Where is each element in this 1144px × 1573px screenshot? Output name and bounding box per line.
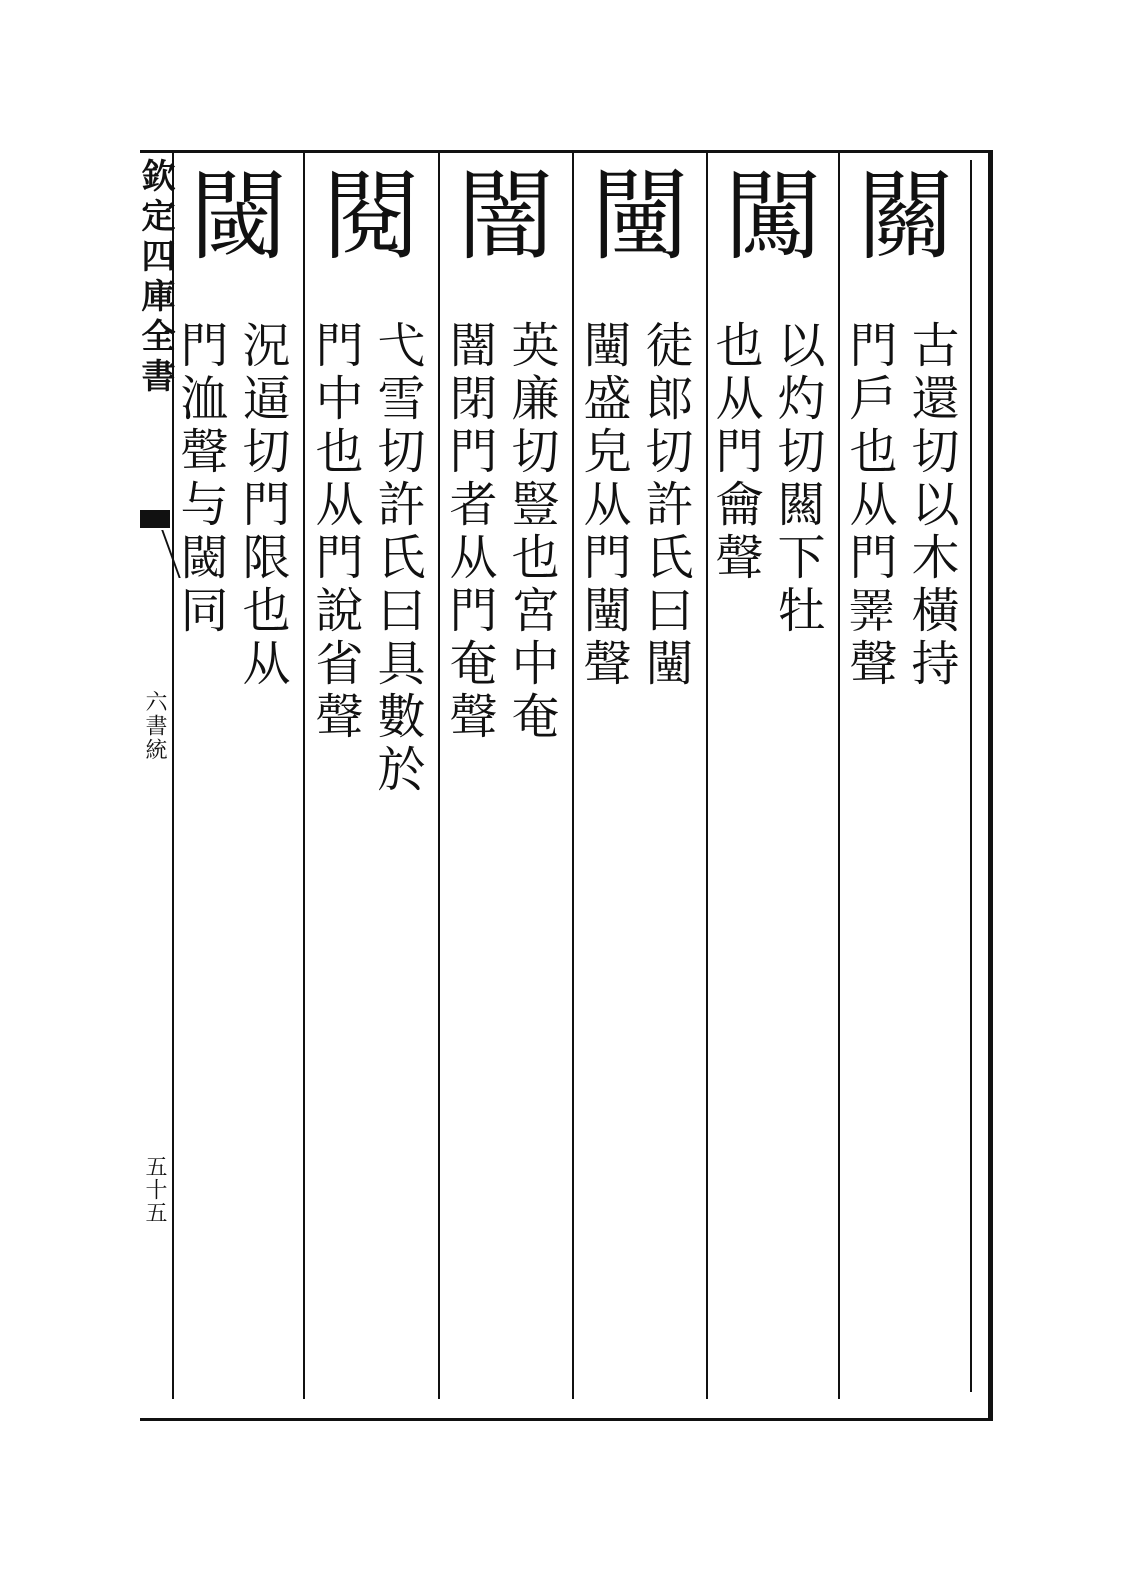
dictionary-entry bbox=[174, 160, 303, 1400]
fishtail-mark bbox=[140, 510, 170, 528]
seal-character: 闉 bbox=[590, 160, 690, 274]
seal-character: 關 bbox=[856, 160, 956, 274]
entry-text bbox=[572, 320, 696, 691]
entry-line: 門戶也从門𢍰聲 bbox=[841, 320, 897, 691]
seal-character: 闇 bbox=[456, 160, 556, 274]
book-title: 六書統 bbox=[142, 690, 167, 762]
entry-text bbox=[704, 320, 828, 638]
entry-line: 門洫聲与閾同 bbox=[172, 320, 228, 638]
seal-character: 閾 bbox=[189, 160, 288, 274]
entry-line: 徒郎切許氏曰闉 bbox=[637, 320, 693, 691]
entry-text bbox=[438, 320, 562, 744]
entry-line: 也从門龠聲 bbox=[707, 320, 763, 585]
page-number: 五十五 bbox=[142, 1155, 167, 1224]
entry-line: 況逼切門限也从 bbox=[234, 320, 290, 691]
dictionary-entry bbox=[708, 160, 838, 1400]
entry-text bbox=[838, 320, 962, 691]
seal-character: 闖 bbox=[723, 160, 823, 274]
entry-line: 英廉切豎也宮中奄 bbox=[503, 320, 559, 744]
dictionary-entry bbox=[574, 160, 706, 1400]
seal-character: 閱 bbox=[322, 160, 421, 274]
dictionary-entry bbox=[440, 160, 572, 1400]
dictionary-entry bbox=[840, 160, 972, 1400]
entry-text bbox=[304, 320, 428, 797]
entry-line: 闉盛皃从門闉聲 bbox=[575, 320, 631, 691]
book-series-title: 欽定四庫全書 bbox=[135, 158, 175, 398]
dictionary-entry bbox=[305, 160, 438, 1400]
entry-line: 以灼切闗下牡 bbox=[769, 320, 825, 638]
entry-line: 門中也从門說省聲 bbox=[307, 320, 363, 744]
entry-line: 弋雪切許氏曰具數於 bbox=[369, 320, 425, 797]
entry-line: 古還切以木橫持 bbox=[903, 320, 959, 691]
entry-line: 闇閉門者从門奄聲 bbox=[441, 320, 497, 744]
entry-text bbox=[169, 320, 293, 691]
